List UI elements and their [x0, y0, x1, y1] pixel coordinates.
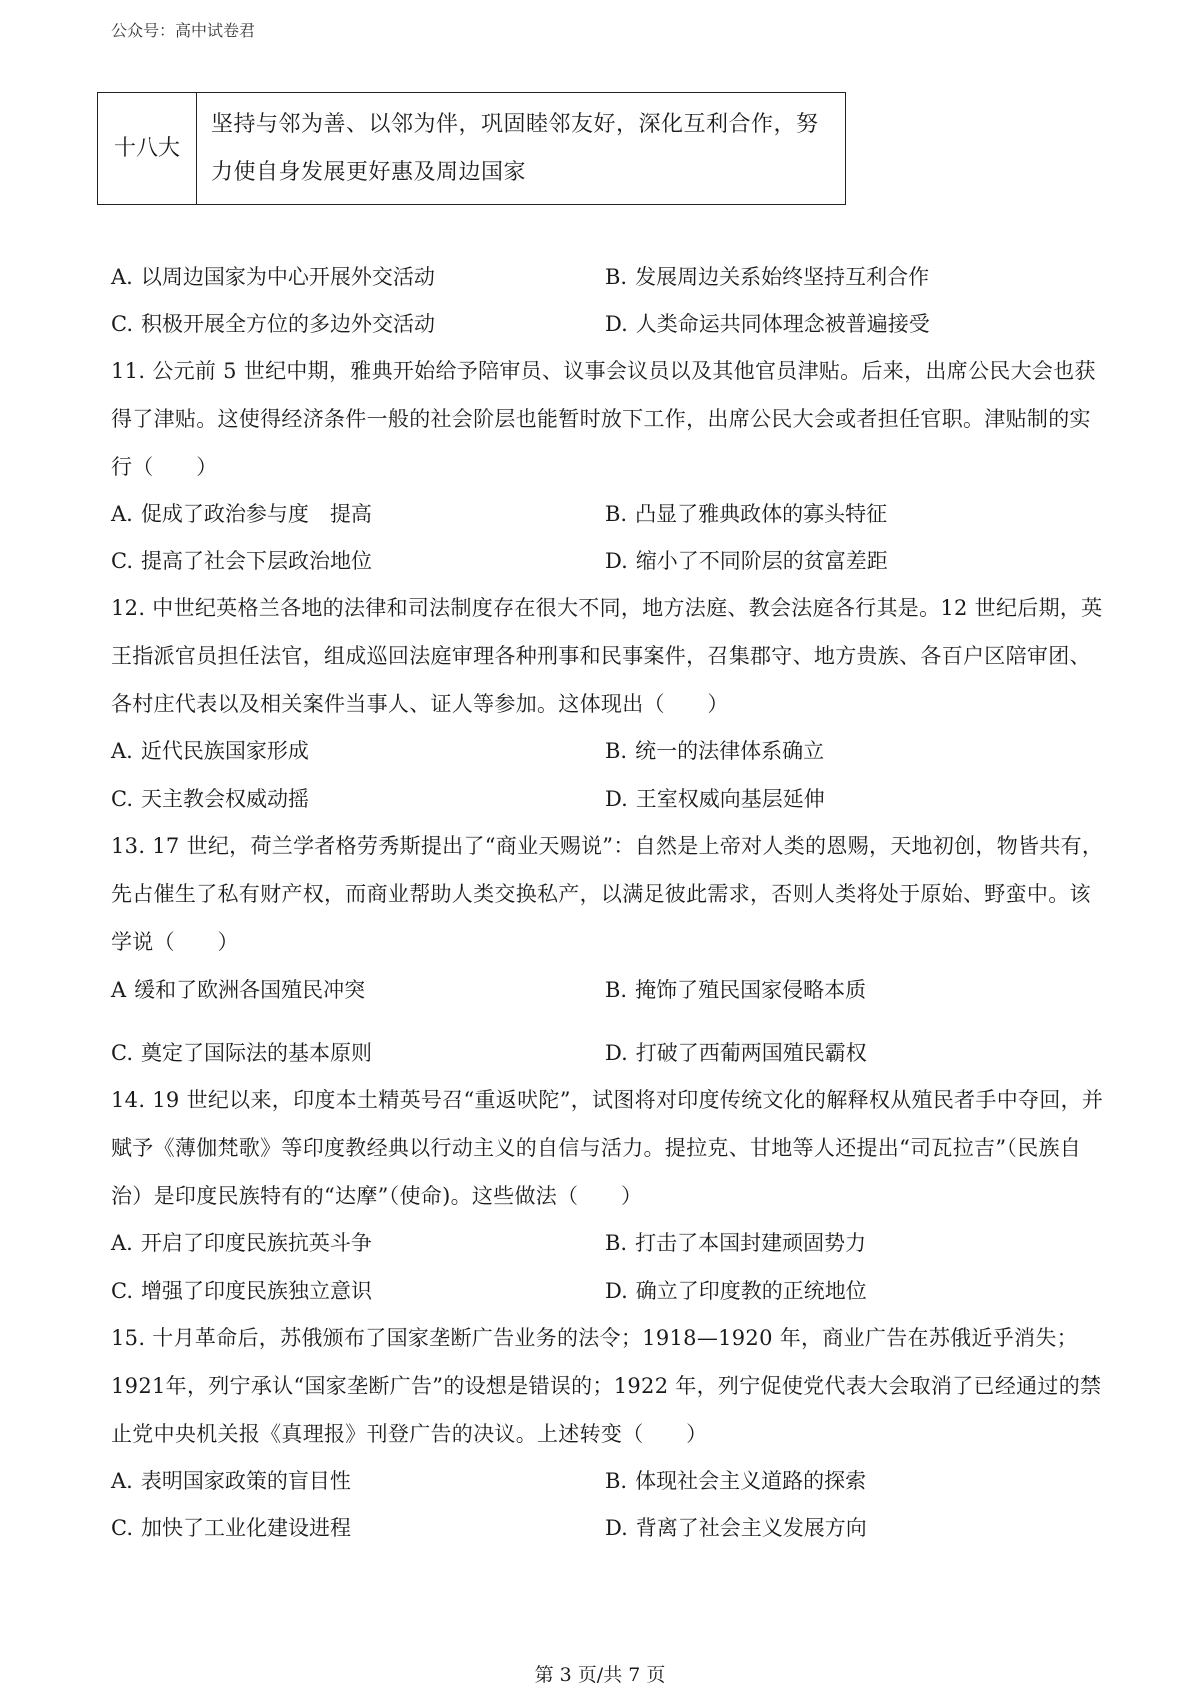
q10-option-d: D. 人类命运共同体理念被普遍接受	[605, 312, 930, 336]
table-content-cell: 坚持与邻为善、以邻为伴，巩固睦邻友好，深化互利合作，努力使自身发展更好惠及周边国家	[197, 93, 846, 205]
q13-option-c: C. 奠定了国际法的基本原则	[111, 1041, 372, 1065]
table-era-cell: 十八大	[98, 93, 197, 205]
question-13-stem: 13. 17 世纪，荷兰学者格劳秀斯提出了“商业天赐说”：自然是上帝对人类的恩赐，天地初创，物皆共有，先占催生了私有财产权，而商业帮助人类交换私产，以满足彼此需求，否则人类将处于原始、野蛮中。该学说（ ）	[111, 834, 1104, 954]
question-15-stem: 15. 十月革命后，苏俄颁布了国家垄断广告业务的法令；1918—1920 年，商业广告在苏俄近乎消失；1921年，列宁承认“国家垄断广告”的设想是错误的；1922 年，列宁促使党代表大会取消了已经通过的禁止党中央机关报《真理报》刊登广告的决议。上述转变（ ）	[111, 1326, 1102, 1446]
q15-option-c: C. 加快了工业化建设进程	[111, 1516, 351, 1540]
q11-option-c: C. 提高了社会下层政治地位	[111, 549, 372, 573]
q15-option-a: A. 表明国家政策的盲目性	[111, 1469, 351, 1493]
q14-option-c: C. 增强了印度民族独立意识	[111, 1279, 372, 1303]
q12-option-c: C. 天主教会权威动摇	[111, 787, 309, 811]
q15-option-b: B. 体现社会主义道路的探索	[605, 1469, 867, 1493]
q11-option-d: D. 缩小了不同阶层的贫富差距	[605, 549, 888, 573]
q11-option-b: B. 凸显了雅典政体的寡头特征	[605, 502, 888, 526]
q13-option-a: A 缓和了欧洲各国殖民冲突	[111, 978, 366, 1002]
question-14-stem: 14. 19 世纪以来，印度本土精英号召“重返吠陀”，试图将对印度传统文化的解释权从殖民者手中夺回，并赋予《薄伽梵歌》等印度教经典以行动主义的自信与活力。提拉克、甘地等人还提出“司瓦拉吉”（民族自治）是印度民族特有的“达摩”（使命)。这些做法（ ）	[111, 1088, 1104, 1208]
question-11-stem: 11. 公元前 5 世纪中期，雅典开始给予陪审员、议事会议员以及其他官员津贴。后来，出席公民大会也获得了津贴。这使得经济条件一般的社会阶层也能暂时放下工作，出席公民大会或者担任官职。津贴制的实行（ ）	[111, 359, 1096, 479]
policy-table	[97, 92, 846, 205]
q15-option-d: D. 背离了社会主义发展方向	[605, 1516, 867, 1540]
q12-option-b: B. 统一的法律体系确立	[605, 739, 825, 763]
q12-option-a: A. 近代民族国家形成	[111, 739, 309, 763]
q10-option-a: A. 以周边国家为中心开展外交活动	[111, 265, 435, 289]
table-row	[98, 93, 846, 205]
header-note: 公众号：高中试卷君	[111, 21, 256, 40]
question-12-stem: 12. 中世纪英格兰各地的法律和司法制度存在很大不同，地方法庭、教会法庭各行其是。12 世纪后期，英王指派官员担任法官，组成巡回法庭审理各种刑事和民事案件，召集郡守、地方贵族、各百户区陪审团、各村庄代表以及相关案件当事人、证人等参加。这体现出（ ）	[111, 596, 1103, 716]
q10-option-b: B. 发展周边关系始终坚持互利合作	[605, 265, 930, 289]
q11-option-a: A. 促成了政治参与度 提高	[111, 502, 372, 526]
q10-option-c: C. 积极开展全方位的多边外交活动	[111, 312, 435, 336]
q14-option-a: A. 开启了印度民族抗英斗争	[111, 1231, 372, 1255]
q13-option-d: D. 打破了西葡两国殖民霸权	[605, 1041, 867, 1065]
q14-option-b: B. 打击了本国封建顽固势力	[605, 1231, 867, 1255]
q13-option-b: B. 掩饰了殖民国家侵略本质	[605, 978, 867, 1002]
page-number-footer: 第 3 页/共 7 页	[534, 1664, 666, 1686]
q14-option-d: D. 确立了印度教的正统地位	[605, 1279, 867, 1303]
q12-option-d: D. 王室权威向基层延伸	[605, 787, 825, 811]
